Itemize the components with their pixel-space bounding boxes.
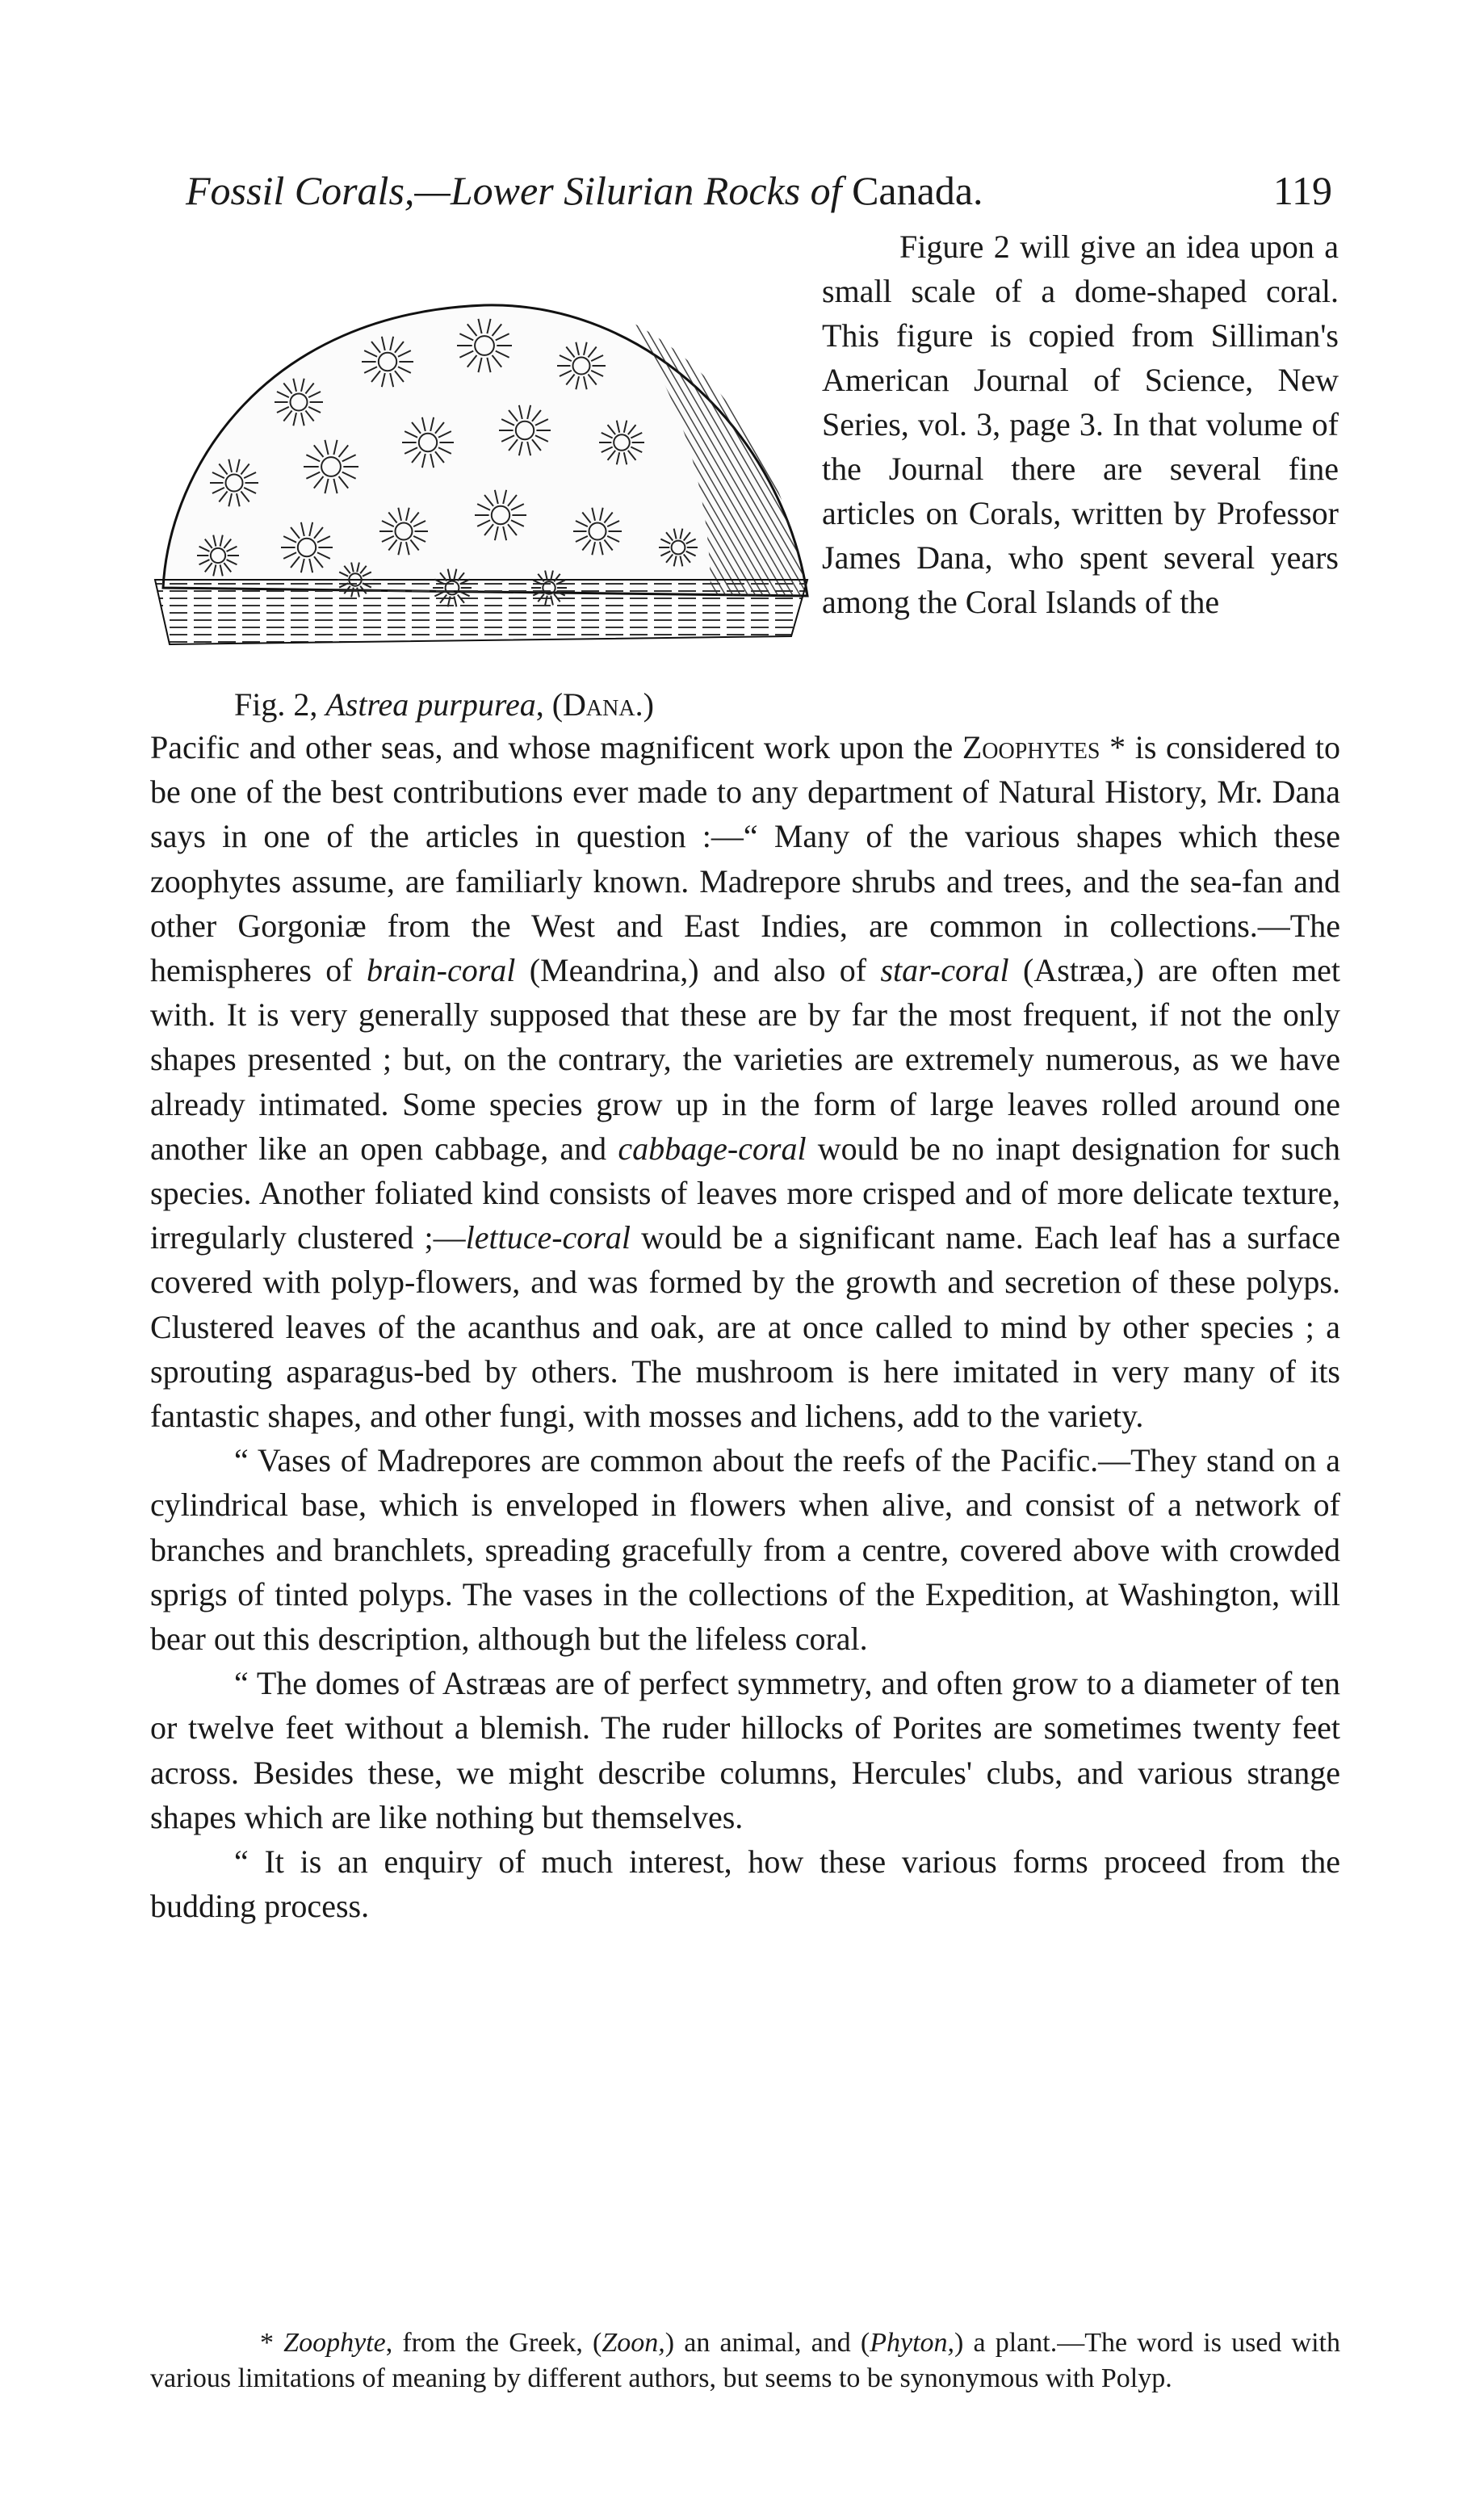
running-header [186, 158, 1332, 223]
figure-caption [234, 681, 815, 729]
cabbage-coral-term: cabbage-coral [618, 1130, 807, 1167]
lettuce-coral-term: lettuce-coral [465, 1219, 631, 1256]
coral-illustration [145, 224, 815, 677]
caption-prefix: Fig. 2, [234, 686, 326, 723]
zoophytes-term: Zoophytes [962, 729, 1100, 765]
paragraph-2: “ Vases of Madrepores are common about the reefs of the Pacific.—They stand on a cylindrical base, which is enveloped in flowers when alive, and consist of a network of branches and branchlets, spreading gracefully from a centre, covered above with crowded sprigs of tinted polyps. The vases in the collections of the Expedition, at Washington, will bear out this description, although but the lifeless coral. [150, 1442, 1340, 1658]
caption-mid: , ( [535, 686, 564, 723]
running-title-italic: Fossil Corals,—Lower Silurian Rocks of [186, 168, 842, 213]
footnote [150, 2325, 1340, 2396]
footnote-text: * Zoophyte, from the Greek, (Zoon,) an animal, and (Phyton,) a plant.—The word is used with various limitations of meaning by different authors, but seems to be synonymous with Polyp. [150, 2328, 1341, 2393]
running-title-place: Canada. [841, 168, 983, 213]
caption-species: Astrea purpurea [325, 686, 536, 723]
paragraph-1: Pacific and other seas, and whose magnificent work upon the Zoophytes * is considered to be one of the best contributions ever made to any department of Natural History, Mr. Dana says in one of the articles in question :—“ Many of the various shapes which these zoophytes assume, are familiarly known. Madrepore shrubs and trees, and the sea-fan and other Gorgoniæ from the West and East Indies, are common in collections.—The hemispheres of brain-coral (Meandrina,) and also of star-coral (Astræa,) are often met with. It is very generally supposed that these are by far the most frequent, if not the only shapes presented ; but, on the contrary, the varieties are extremely numerous, as we have already intimated. Some species grow up in the form of large leaves rolled around one another like an open cabbage, and cabbage-coral would be no inapt designation for such species. Another foliated kind consists of leaves more crisped and of more delicate texture, irregularly clustered ;—lettuce-coral would be a significant name. Each leaf has a surface covered with polyp-flowers, and was formed by the growth and secretion of these polyps. Clustered leaves of the acanthus and oak, are at once called to mind by other species ; a sprouting asparagus-bed by others. The mushroom is here imitated in very many of its fantastic shapes, and other fungi, with mosses and lichens, add to the variety. [150, 729, 1341, 1435]
paragraph-3: “ The domes of Astræas are of perfect symmetry, and often grow to a diameter of ten or twelve feet without a blemish. The ruder hillocks of Porites are sometimes twenty feet across. Besides these, we might describe columns, Hercules' clubs, and various strange shapes which are like nothing but themselves. [150, 1665, 1340, 1835]
page-number: 119 [1272, 168, 1332, 213]
caption-suffix: .) [635, 686, 654, 723]
side-column-text [822, 224, 1339, 624]
body-text [150, 725, 1340, 1928]
star-coral-term: star-coral [880, 952, 1009, 989]
caption-author: Dana [563, 686, 635, 723]
paragraph-4: “ It is an enquiry of much interest, how these various forms proceed from the budding process. [150, 1843, 1340, 1925]
brain-coral-term: brain-coral [366, 952, 516, 989]
coral-figure [145, 224, 815, 741]
footnote-marker: * [260, 2328, 284, 2358]
coral-base-slab [155, 580, 807, 644]
running-title [186, 158, 983, 223]
side-paragraph: Figure 2 will give an idea upon a small scale of a dome-shaped coral. This figure is copied from Silliman's American Journal of Science, New Series, vol. 3, page 3. In that volume of the Journal there are several fine articles on Corals, written by Professor James Dana, who spent several years among the Coral Islands of the [822, 229, 1339, 620]
